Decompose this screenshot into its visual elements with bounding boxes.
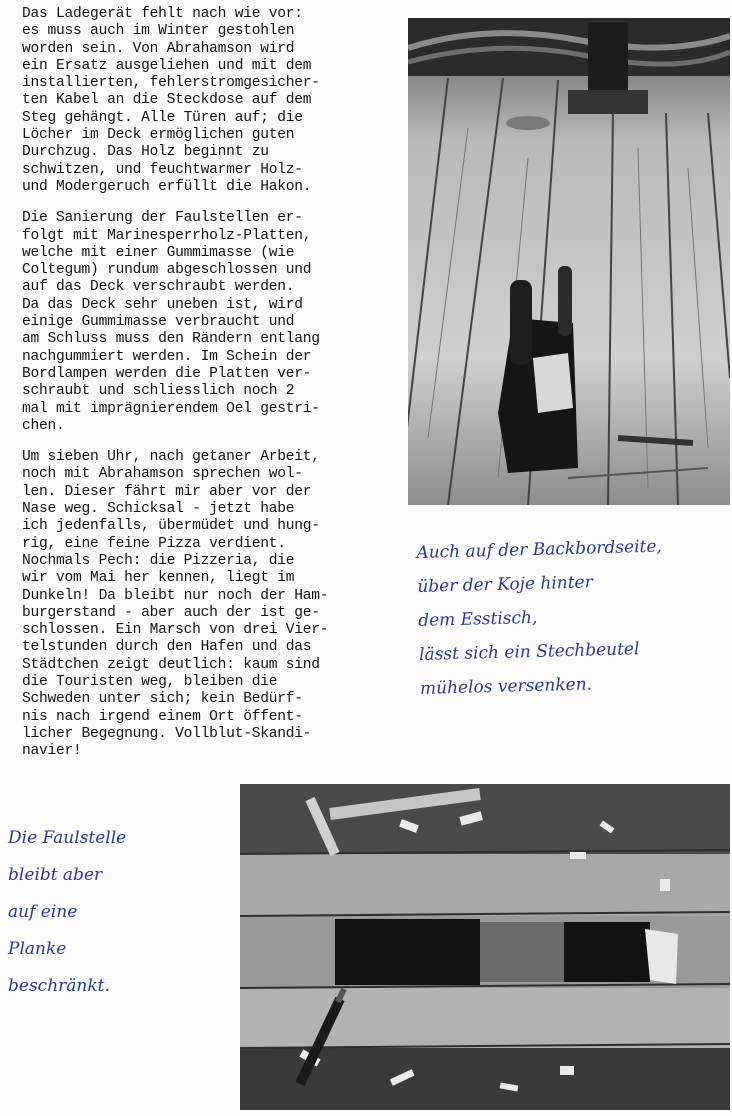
text-line: schwitzen, und feuchtwarmer Holz- [22,161,303,178]
handwritten-line: dem Esstisch, [417,607,538,631]
text-line: die Touristen weg, bleiben die [22,673,278,690]
text-line: Durchzug. Das Holz beginnt zu [22,144,269,161]
text-line: ein Ersatz ausgeliehen und mit dem [22,57,312,74]
text-line: Um sieben Uhr, nach getaner Arbeit, [22,449,320,466]
text-line: es muss auch im Winter gestohlen [22,23,295,40]
text-line: Löcher im Deck ermöglichen guten [22,127,295,144]
text-line: folgt mit Marinesperrholz-Platten, [22,227,312,244]
handwritten-note-portside [416,530,666,706]
handwritten-line: Die Faulstelle [8,828,127,848]
text-line: nachgummiert werden. Im Schein der [22,348,312,365]
handwritten-line: Auch auf der Backbordseite, [416,536,663,563]
handwritten-line: über der Koje hinter [417,572,594,597]
handwritten-line: mühelos versenken. [419,674,593,699]
text-line: Nase weg. Schicksal - jetzt habe [22,501,295,518]
handwritten-note-rot [8,820,126,1005]
text-line: ich jedenfalls, übermüdet und hung- [22,518,320,535]
text-line: auf das Deck verschraubt werden. [22,279,295,296]
text-line: schlossen. Ein Marsch von drei Vier- [22,622,329,639]
handwritten-line: auf eine [8,902,78,922]
text-line: am Schluss muss den Rändern entlang [22,331,320,348]
text-line: Steg gehängt. Alle Türen auf; die [22,109,303,126]
text-line: mal mit imprägnierendem Oel gestri- [22,400,320,417]
text-line: Schweden unter sich; kein Bedürf- [22,691,303,708]
handwritten-line: beschränkt. [8,976,110,996]
text-line: Das Ladegerät fehlt nach wie vor: [22,6,303,22]
handwritten-line: Planke [8,939,67,959]
text-line: burgerstand - aber auch der ist ge- [22,604,320,621]
text-line: welche mit einer Gummimasse (wie [22,244,295,261]
deck-hole-photo [240,784,730,1110]
text-line: nis nach irgend einem Ort öffent- [22,708,303,725]
paragraph-charger [22,6,382,196]
text-line: schraubt und schliesslich noch 2 [22,383,295,400]
text-line: ten Kabel an die Steckdose auf dem [22,92,312,109]
text-line: noch mit Abrahamson sprechen wol- [22,466,303,483]
text-line: Bordlampen werden die Platten ver- [22,365,312,382]
text-line: Da das Deck sehr uneben ist, wird [22,296,303,313]
text-line: len. Dieser fährt mir aber vor der [22,483,312,500]
text-line: rig, eine feine Pizza verdient. [22,535,286,552]
text-line: wir vom Mai her kennen, liegt im [22,570,295,587]
text-line: und Modergeruch erfüllt die Hakon. [22,178,312,195]
text-line: telstunden durch den Hafen und das [22,639,312,656]
handwritten-line: bleibt aber [8,865,103,885]
deck-chisel-photo [408,18,730,505]
paragraph-repair [22,210,382,435]
text-line: navier! [22,743,82,760]
text-line: installierten, fehlerstromgesicher- [22,75,320,92]
text-line: Nochmals Pech: die Pizzeria, die [22,552,295,569]
text-line: chen. [22,417,65,434]
text-line: Dunkeln! Da bleibt nur noch der Ham- [22,587,329,604]
article-text-column [22,6,382,774]
text-line: licher Begegnung. Vollblut-Skandi- [22,725,312,742]
text-line: Städtchen zeigt deutlich: kaum sind [22,656,320,673]
paragraph-evening [22,449,382,760]
handwritten-line: lässt sich ein Stechbeutel [418,639,640,665]
text-line: worden sein. Von Abrahamson wird [22,40,295,57]
text-line: einige Gummimasse verbraucht und [22,314,295,331]
text-line: Coltegum) rundum abgeschlossen und [22,262,312,279]
text-line: Die Sanierung der Faulstellen er- [22,210,303,227]
